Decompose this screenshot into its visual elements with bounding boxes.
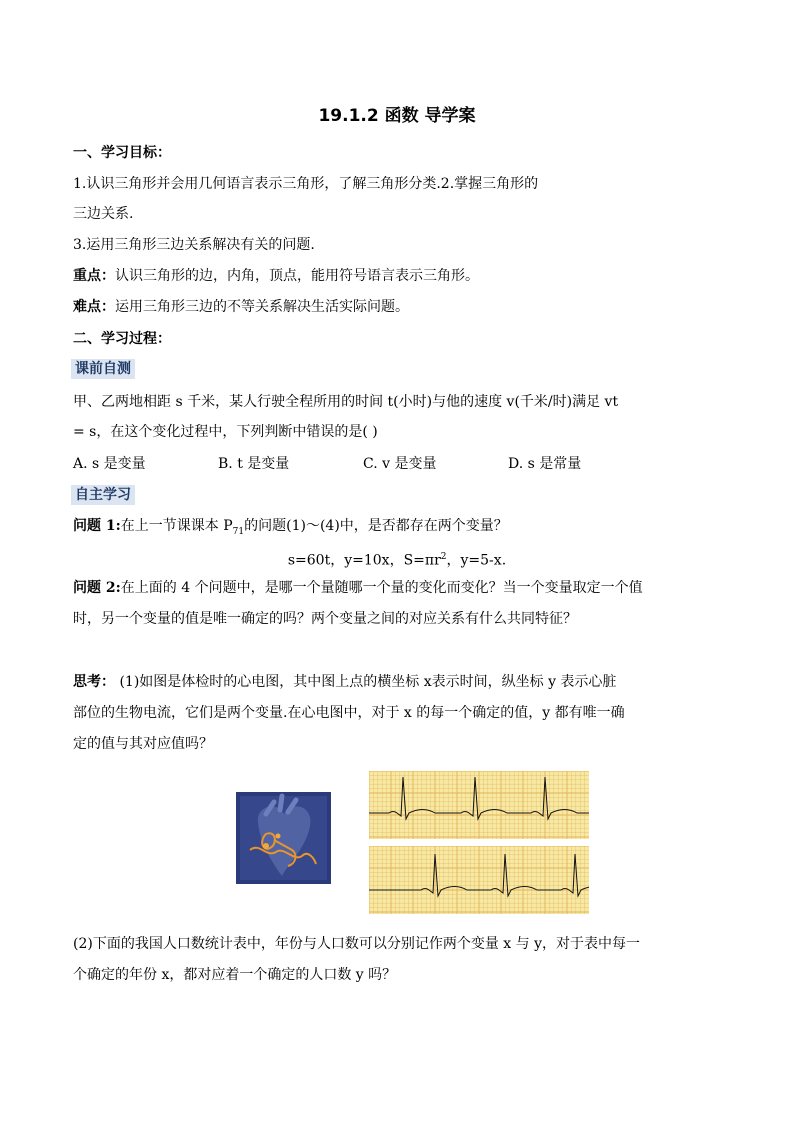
- key-point-label: 重点：: [73, 268, 115, 284]
- population-question-line-1: (2)下面的我国人口数统计表中，年份与人口数可以分别记作两个变量 x 与 y，对于表中每一: [73, 936, 640, 952]
- formula-b: ，y=5-x.: [446, 552, 507, 569]
- goals-line-1: 1.认识三角形并会用几何语言表示三角形，了解三角形分类.2.掌握三角形的: [73, 176, 539, 192]
- question-1-label: 问题 1:: [73, 518, 121, 534]
- option-a: A. s 是变量: [73, 456, 146, 472]
- option-c: C. v 是变量: [363, 456, 437, 472]
- heart-image: [236, 792, 331, 884]
- formula-line: [0, 548, 794, 570]
- question-2-text: 在上面的 4 个问题中，是哪一个量随哪一个量的变化而变化？当一个变量取定一个值: [120, 580, 643, 596]
- key-point: [73, 267, 479, 285]
- think-line-2: 部位的生物电流，它们是两个变量.在心电图中，对于 x 的每一个确定的值，y 都有唯一确: [73, 705, 625, 721]
- think-text: (1)如图是体检时的心电图，其中图上点的横坐标 x表示时间，纵坐标 y 表示心脏: [115, 674, 617, 690]
- population-question-line-2: 个确定的年份 x，都对应着一个确定的人口数 y 吗？: [73, 967, 397, 983]
- pretest-question-line-1: 甲、乙两地相距 s 千米，某人行驶全程所用的时间 t(小时)与他的速度 v(千米/时)满足 vt: [73, 394, 619, 410]
- question-1-text-b: 的问题(1)～(4)中，是否都存在两个变量？: [244, 518, 508, 534]
- think-line-3: 定的值与其对应值吗？: [73, 736, 213, 752]
- think-label: 思考：: [73, 674, 115, 690]
- formula-a: s=60t，y=10x，S=πr: [287, 552, 441, 569]
- key-point-text: 认识三角形的边，内角，顶点，能用符号语言表示三角形。: [115, 268, 479, 284]
- goals-heading: 一、学习目标：: [73, 145, 171, 161]
- ecg-strip-1: [369, 771, 589, 839]
- think-line-1: [73, 673, 616, 691]
- option-b: B. t 是变量: [218, 456, 290, 472]
- question-2-line-1: [73, 579, 643, 597]
- difficult-point: [73, 298, 409, 316]
- question-1-text-a: 在上一节课课本 P: [120, 518, 233, 534]
- page-title: 19.1.2 函数 导学案: [318, 106, 476, 126]
- question-2-line-2: 时，另一个变量的值是唯一确定的吗？两个变量之间的对应关系有什么共同特征？: [73, 611, 577, 627]
- difficult-point-text: 运用三角形三边的不等关系解决生活实际问题。: [115, 299, 409, 315]
- self-study-tag: 自主学习: [71, 485, 135, 505]
- difficult-point-label: 难点：: [73, 299, 115, 315]
- goals-line-3: 3.运用三角形三边关系解决有关的问题.: [73, 237, 315, 253]
- option-d: D. s 是常量: [508, 456, 582, 472]
- pretest-tag: 课前自测: [71, 359, 135, 379]
- question-1-page-sub: 71: [232, 526, 245, 537]
- pretest-question-line-2: = s，在这个变化过程中，下列判断中错误的是( ): [73, 424, 378, 440]
- process-heading: 二、学习过程：: [73, 331, 171, 347]
- pretest-options: [73, 455, 653, 473]
- goals-line-2: 三边关系.: [73, 206, 134, 222]
- formula-sup: 2: [440, 552, 447, 562]
- ecg-strip-2: [369, 846, 589, 914]
- question-1: [73, 517, 508, 541]
- question-2-label: 问题 2:: [73, 580, 121, 596]
